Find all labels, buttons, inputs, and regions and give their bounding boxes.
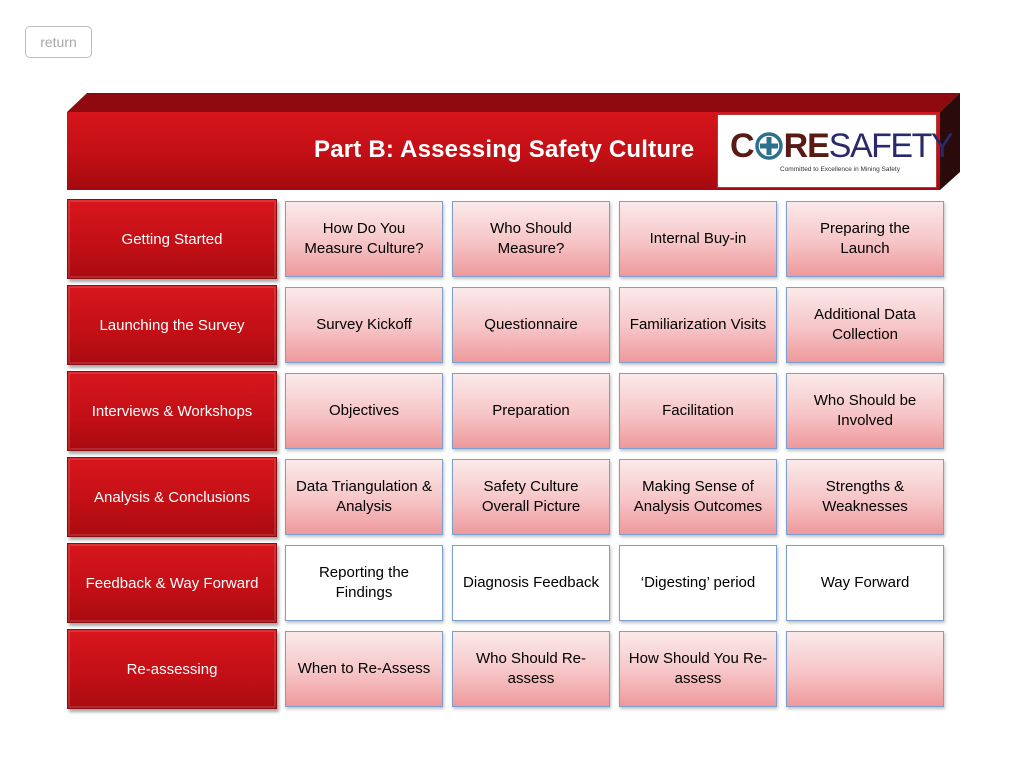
cell-who-should-re-assess[interactable]: Who Should Re-assess — [452, 631, 610, 707]
cell-who-should-be-involved[interactable]: Who Should be Involved — [786, 373, 944, 449]
cell-how-do-you-measure-culture[interactable]: How Do You Measure Culture? — [285, 201, 443, 277]
cell-facilitation[interactable]: Facilitation — [619, 373, 777, 449]
cell-familiarization-visits[interactable]: Familiarization Visits — [619, 287, 777, 363]
cell-when-to-re-assess[interactable]: When to Re-Assess — [285, 631, 443, 707]
row-label-analysis-conclusions[interactable]: Analysis & Conclusions — [67, 457, 277, 537]
title-banner — [67, 112, 953, 190]
page-title: Part B: Assessing Safety Culture — [314, 136, 695, 163]
cell-additional-data-collection[interactable]: Additional Data Collection — [786, 287, 944, 363]
cell-data-triangulation-analysis[interactable]: Data Triangulation & Analysis — [285, 459, 443, 535]
logo-tagline: Committed to Excellence in Mining Safety — [780, 166, 900, 173]
cell-diagnosis-feedback[interactable]: Diagnosis Feedback — [452, 545, 610, 621]
cell-preparing-the-launch[interactable]: Preparing the Launch — [786, 201, 944, 277]
cell-how-should-you-re-assess[interactable]: How Should You Re-assess — [619, 631, 777, 707]
cell-digesting-period[interactable]: ‘Digesting’ period — [619, 545, 777, 621]
logo-wordmark: C RESAFETY — [730, 127, 953, 165]
cross-circle-icon — [755, 132, 783, 160]
row-label-launching-the-survey[interactable]: Launching the Survey — [67, 285, 277, 365]
cell-empty — [786, 631, 944, 707]
row-label-re-assessing[interactable]: Re-assessing — [67, 629, 277, 709]
cell-making-sense-of-analysis-outcomes[interactable]: Making Sense of Analysis Outcomes — [619, 459, 777, 535]
cell-survey-kickoff[interactable]: Survey Kickoff — [285, 287, 443, 363]
cell-preparation[interactable]: Preparation — [452, 373, 610, 449]
cell-who-should-measure[interactable]: Who Should Measure? — [452, 201, 610, 277]
cell-strengths-weaknesses[interactable]: Strengths & Weaknesses — [786, 459, 944, 535]
cell-safety-culture-overall-picture[interactable]: Safety Culture Overall Picture — [452, 459, 610, 535]
cell-objectives[interactable]: Objectives — [285, 373, 443, 449]
row-label-feedback-way-forward[interactable]: Feedback & Way Forward — [67, 543, 277, 623]
cell-questionnaire[interactable]: Questionnaire — [452, 287, 610, 363]
cell-internal-buy-in[interactable]: Internal Buy-in — [619, 201, 777, 277]
cell-way-forward[interactable]: Way Forward — [786, 545, 944, 621]
coresafety-logo — [717, 114, 953, 188]
return-button[interactable]: return — [25, 26, 92, 58]
row-label-interviews-workshops[interactable]: Interviews & Workshops — [67, 371, 277, 451]
cell-reporting-the-findings[interactable]: Reporting the Findings — [285, 545, 443, 621]
row-label-getting-started[interactable]: Getting Started — [67, 199, 277, 279]
